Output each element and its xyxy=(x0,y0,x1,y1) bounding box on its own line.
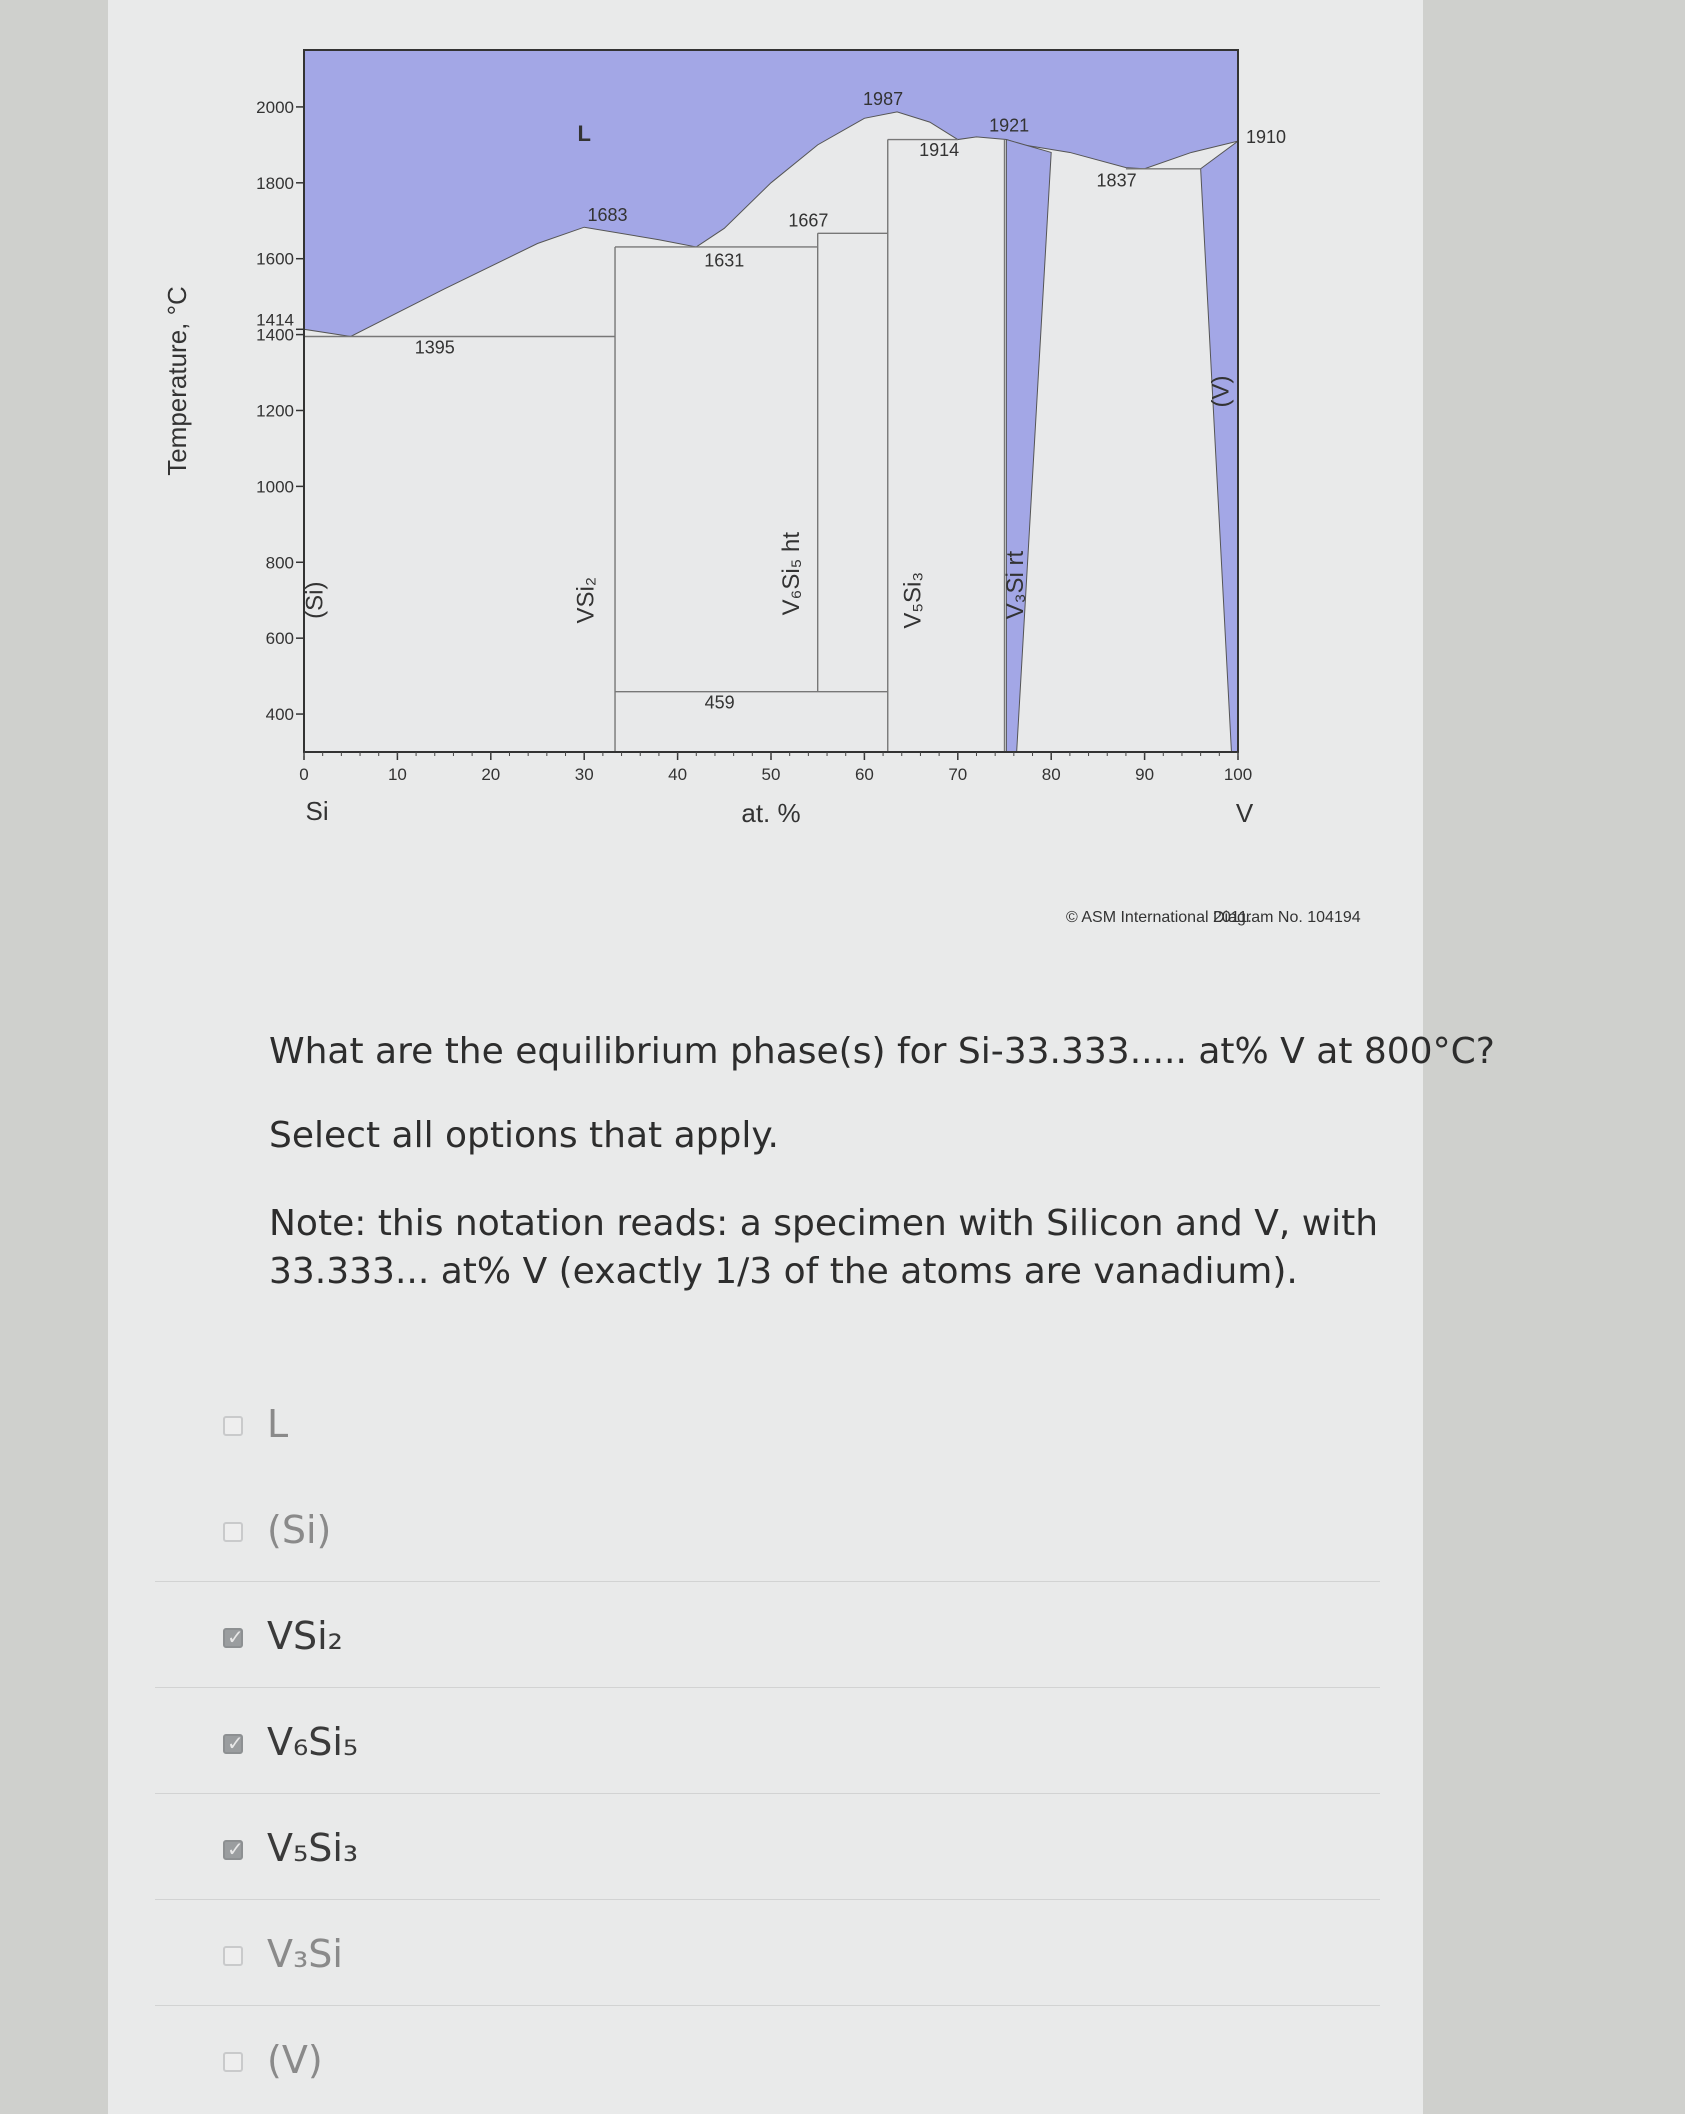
phase-diagram-chart xyxy=(108,0,1423,960)
x-tick-label: 100 xyxy=(1223,765,1253,784)
x-tick-label: 10 xyxy=(387,765,407,784)
x-tick-label: 60 xyxy=(854,765,874,784)
temperature-annotation: 1987 xyxy=(863,89,904,110)
right-element-label: V xyxy=(1235,798,1254,828)
y-tick-label: 400 xyxy=(265,705,294,725)
y-tick-label-1414: 1414 xyxy=(256,310,294,330)
option-checkbox-checked[interactable] xyxy=(223,1734,243,1754)
y-tick-label: 1000 xyxy=(256,477,294,497)
phase-label: L xyxy=(577,121,591,147)
phase-label: V₃Si rt xyxy=(1002,550,1030,620)
option-label: (V) xyxy=(267,2038,323,2082)
temperature-annotation: 1837 xyxy=(1096,170,1137,191)
option-v[interactable] xyxy=(155,2006,1380,2112)
x-tick-label: 70 xyxy=(948,765,968,784)
x-tick-label: 30 xyxy=(574,765,594,784)
question-instruction: Select all options that apply. xyxy=(269,1115,779,1156)
option-label: V₃Si xyxy=(267,1932,343,1976)
x-tick-label: 0 xyxy=(299,765,309,784)
x-tick-label: 20 xyxy=(481,765,501,784)
option-si[interactable] xyxy=(155,1476,1380,1582)
phase-label: V₅Si₃ xyxy=(899,571,927,629)
y-tick-label: 2000 xyxy=(256,97,294,117)
option-checkbox[interactable] xyxy=(223,1522,243,1542)
option-l[interactable] xyxy=(155,1370,1380,1476)
option-checkbox[interactable] xyxy=(223,2052,243,2072)
option-label: VSi₂ xyxy=(267,1614,343,1658)
x-tick-label: 40 xyxy=(668,765,688,784)
option-checkbox[interactable] xyxy=(223,1946,243,1966)
y-tick-label: 1200 xyxy=(256,401,294,421)
phase-label: (V) xyxy=(1207,375,1235,408)
diagram-number: Diagram No. 104194 xyxy=(1213,909,1361,926)
temperature-annotation: 1910 xyxy=(1245,126,1287,147)
copyright-text: © ASM International 2011. xyxy=(1066,909,1252,926)
phase-label: VSi₂ xyxy=(572,576,600,624)
x-tick-label: 90 xyxy=(1135,765,1155,784)
option-checkbox[interactable] xyxy=(223,1416,243,1436)
x-tick-label: 80 xyxy=(1041,765,1061,784)
question-prompt: What are the equilibrium phase(s) for Si-33.333..... at% V at 800°C? xyxy=(269,1031,1495,1072)
option-v6si5[interactable] xyxy=(155,1688,1380,1794)
option-v3si[interactable] xyxy=(155,1900,1380,2006)
phase-label: (Si) xyxy=(301,581,329,619)
x-tick-label: 50 xyxy=(761,765,781,784)
y-tick-label: 800 xyxy=(265,553,294,573)
option-label: L xyxy=(267,1402,289,1446)
y-tick-label: 1800 xyxy=(256,173,294,193)
option-label: V₅Si₃ xyxy=(267,1826,359,1870)
left-element-label: Si xyxy=(305,796,329,826)
temperature-annotation: 1395 xyxy=(414,337,455,358)
option-label: (Si) xyxy=(267,1508,332,1552)
temperature-annotation: 1914 xyxy=(919,140,960,161)
x-axis-label: at. % xyxy=(741,798,801,828)
y-tick-label: 1600 xyxy=(256,249,294,269)
option-vsi2[interactable] xyxy=(155,1582,1380,1688)
temperature-annotation: 1921 xyxy=(989,115,1030,136)
temperature-annotation: 1667 xyxy=(788,210,829,231)
option-checkbox-checked[interactable] xyxy=(223,1628,243,1648)
option-label: V₆Si₅ xyxy=(267,1720,359,1764)
y-axis-label: Temperature, °C xyxy=(162,286,192,476)
phase-label: V₆Si₅ ht xyxy=(778,531,806,616)
y-tick-label: 600 xyxy=(265,629,294,649)
y-tick-label: 1400 xyxy=(256,325,294,345)
temperature-annotation: 459 xyxy=(704,692,735,713)
question-note: Note: this notation reads: a specimen with Silicon and V, with 33.333... at% V (exactly 1/3 of the atoms are vanadium). xyxy=(269,1203,1379,1292)
option-checkbox-checked[interactable] xyxy=(223,1840,243,1860)
temperature-annotation: 1631 xyxy=(704,250,745,271)
temperature-annotation: 1683 xyxy=(587,204,628,225)
option-v5si3[interactable] xyxy=(155,1794,1380,1900)
